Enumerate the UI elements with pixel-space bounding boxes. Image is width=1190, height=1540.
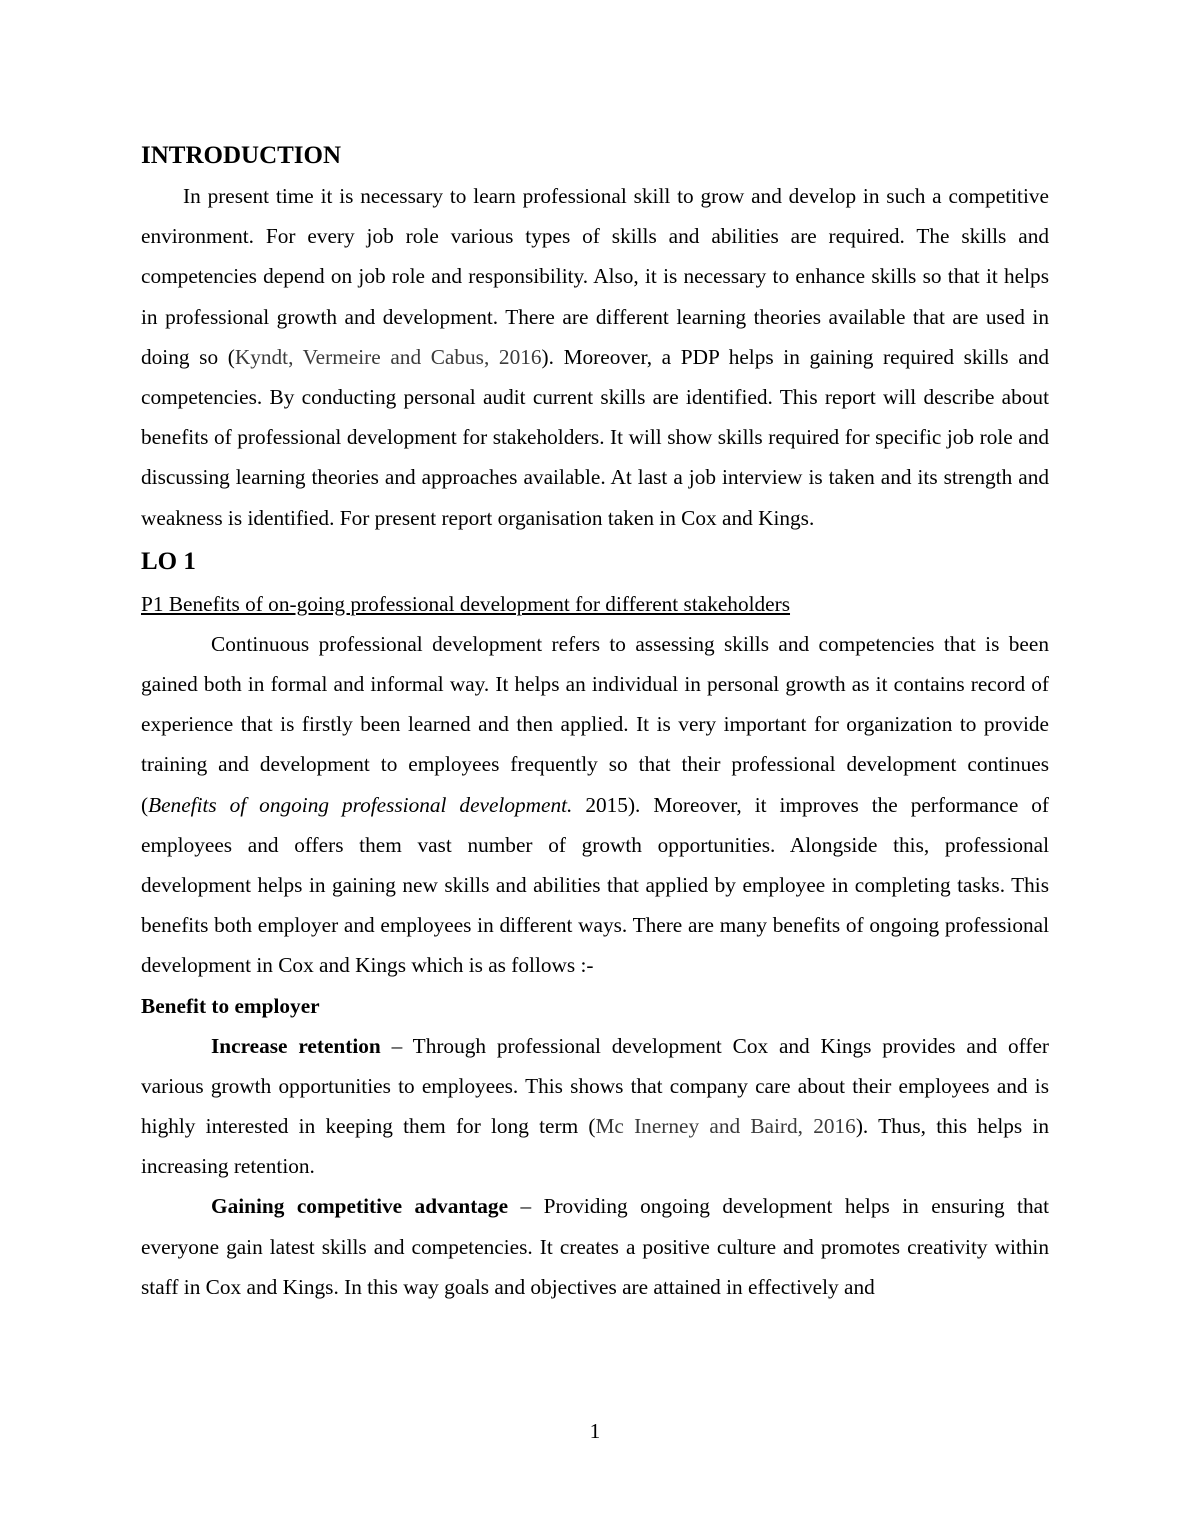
intro-citation: Kyndt, Vermeire and Cabus, 2016 — [234, 344, 542, 369]
advantage-paragraph — [141, 1186, 1049, 1307]
retention-text-a: – Through professional development Cox and Kings provides and offer various growth opportunities to employees. This shows that company care about their employees and is highly interested in keeping them for long term ( — [141, 1033, 1049, 1139]
p1-text-a: Continuous professional development refers to assessing skills and competencies that is been gained both in formal and informal way. It helps an individual in personal growth as it contains record of experience that is firstly been learned and then applied. It is very important for organization to provide training and development to employees frequently so that their professional development continues ( — [141, 631, 1049, 817]
introduction-paragraph — [141, 176, 1049, 538]
document-page — [141, 138, 1049, 1307]
retention-paragraph — [141, 1026, 1049, 1187]
p1-subheading: P1 Benefits of on-going professional development for different stakeholders — [141, 591, 791, 616]
advantage-term: Gaining competitive advantage — [211, 1194, 509, 1219]
intro-text-a: In present time it is necessary to learn professional skill to grow and develop in such a competitive environment. For every job role various types of skills and abilities are required. The skills and competencies depend on job role and responsibility. Also, it is necessary to enhance skills so that it helps in professional growth and development. There are different learning theories available that are used in doing so ( — [141, 184, 1049, 369]
benefit-employer-heading: Benefit to employer — [141, 993, 320, 1018]
introduction-heading: INTRODUCTION — [141, 142, 342, 169]
advantage-text: – Providing ongoing development helps in ensuring that everyone gain latest skills and competencies. It creates a positive culture and promotes creativity within staff in Cox and Kings. In this way goals and objectives are attained in effectively and — [141, 1194, 1049, 1299]
p1-citation-year: 2015 — [572, 792, 628, 817]
retention-text-b: ). Thus, this helps in increasing retention. — [141, 1114, 1049, 1179]
p1-text-b: ). Moreover, it improves the performance of employees and offers them vast number of growth opportunities. Alongside this, professional development helps in gaining new skills and abilities that applied by employee in completing tasks. This benefits both employer and employees in different ways. There are many benefits of ongoing professional development in Cox and Kings which is as follows :- — [141, 792, 1050, 978]
intro-text-b: ). Moreover, a PDP helps in gaining required skills and competencies. By conducting personal audit current skills are identified. This report will describe about benefits of professional development for stakeholders. It will show skills required for specific job role and discussing learning theories and approaches available. At last a job interview is taken and its strength and weakness is identified. For present report organisation taken in Cox and Kings. — [141, 344, 1049, 530]
retention-citation: Mc Inerney and Baird, 2016 — [595, 1114, 856, 1139]
retention-term: Increase retention — [211, 1033, 381, 1058]
page-number: 1 — [589, 1419, 601, 1443]
p1-paragraph — [141, 624, 1049, 986]
p1-citation-title: Benefits of ongoing professional development. — [148, 792, 573, 817]
lo1-heading: LO 1 — [141, 547, 196, 575]
